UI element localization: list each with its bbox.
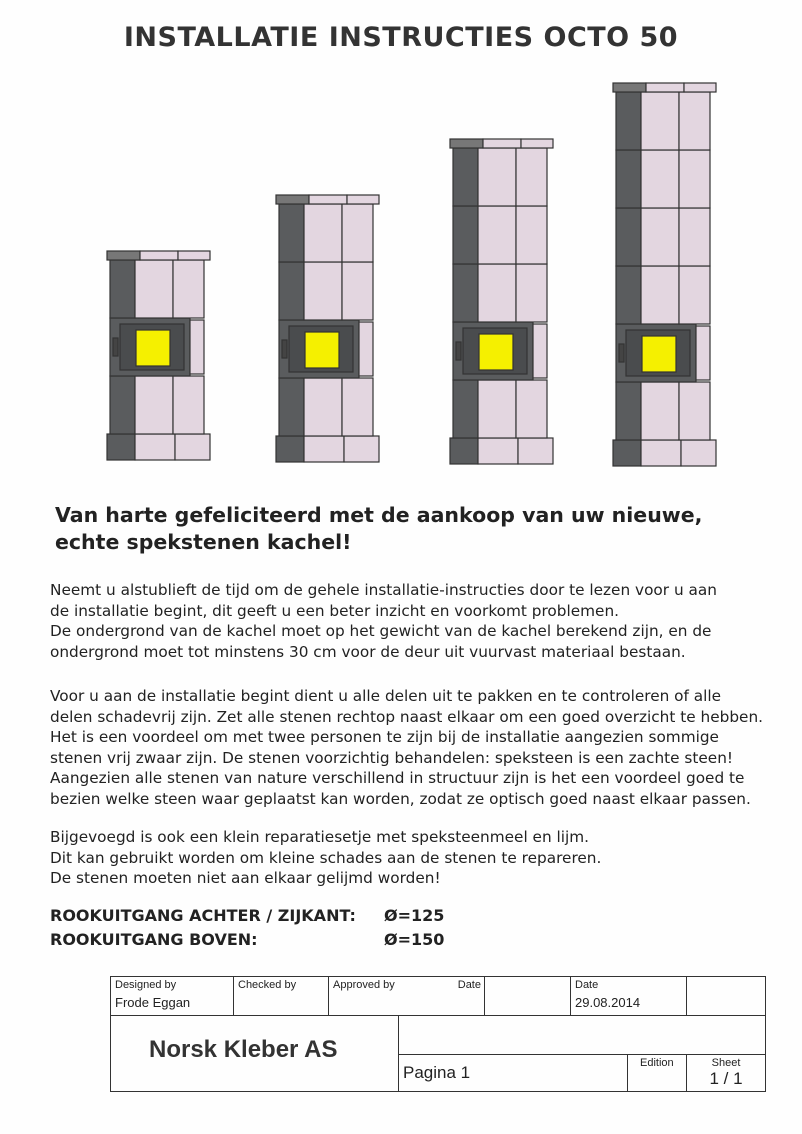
base-block [613,440,641,466]
tile [453,148,478,206]
side-tile [533,324,547,378]
tile [478,206,516,264]
text-line: bezien welke steen waar geplaatst kan worden, zodat ze optisch goed naast elkaar passen. [50,789,751,808]
tile [304,378,342,436]
tile [342,378,373,436]
base-block [641,440,681,466]
tile [641,92,679,150]
door-handle-icon [619,344,624,362]
tile [616,208,641,266]
empty-cell [399,1016,765,1055]
text-line: ondergrond moet tot minstens 30 cm voor de deur uit vuurvast materiaal bestaan. [50,642,686,661]
tile [342,262,373,320]
empty-cell [687,977,765,1016]
text-line: De ondergrond van de kachel moet op het gewicht van de kachel berekend zijn, en de [50,622,712,640]
label: Sheet [711,1057,741,1069]
door-handle-icon [113,338,118,356]
tile [110,376,135,434]
tile [478,148,516,206]
stove-illustrations [0,0,802,480]
base-block [518,438,553,464]
approved-by-cell [329,977,485,1016]
tile [173,260,204,318]
text-line: De stenen moeten niet aan elkaar gelijmd worden! [50,869,441,887]
tile [679,92,710,150]
title-block [110,976,766,1092]
base-block [276,436,304,462]
tile [135,260,173,318]
tile [679,266,710,324]
checked-by-cell [234,977,329,1016]
base-block [450,438,478,464]
tile [616,92,641,150]
label: Date [575,979,599,991]
spec-label: ROOKUITGANG ACHTER / ZIJKANT: [50,906,356,925]
tile [679,150,710,208]
tile [616,150,641,208]
tile [453,380,478,438]
door-handle-icon [456,342,461,360]
sheet-cell [687,1055,765,1091]
tile [516,206,547,264]
base-block [478,438,518,464]
page-cell [399,1055,628,1091]
empty-cell [485,977,571,1016]
value: 29.08.2014 [575,995,641,1010]
top-cap [347,195,379,204]
tile [135,376,173,434]
tile [641,150,679,208]
stove-small [107,251,210,460]
paragraph-3 [50,827,601,889]
top-cap [521,139,553,148]
stove-large [450,139,553,464]
tile [453,206,478,264]
company-name: Norsk Kleber AS [149,1036,338,1063]
tile [516,148,547,206]
tile [616,382,641,440]
top-cap [483,139,521,148]
tile [279,262,304,320]
side-tile [696,326,710,380]
spec-value: Ø=150 [384,930,445,949]
tile [304,204,342,262]
tile [279,204,304,262]
top-cap [684,83,716,92]
stove-medium [276,195,379,462]
tile [616,266,641,324]
page-title: INSTALLATIE INSTRUCTIES OCTO 50 [123,22,679,53]
spec-label: ROOKUITGANG BOVEN: [50,930,258,949]
edition-cell [628,1055,687,1091]
top-cap [309,195,347,204]
intro-heading [55,502,702,556]
door-glass [642,336,676,372]
base-block [681,440,716,466]
company-cell [111,1016,399,1091]
text-line: de installatie begint, dit geeft u een beter inzicht en voorkomt problemen. [50,601,620,620]
spec-flue-rear [50,906,445,925]
text-line: Het is een voordeel om met twee personen te zijn bij de installatie aangezien sommige [50,728,719,746]
designed-by-cell [111,977,234,1016]
paragraph-1 [50,580,717,662]
top-cap [450,139,483,148]
tile [516,380,547,438]
stove-xlarge [613,83,716,466]
text-line: Aangezien alle stenen van nature verschillend in structuur zijn is het een voordeel goed te [50,769,745,787]
spec-value: Ø=125 [384,906,445,925]
side-tile [359,322,373,376]
base-block [175,434,210,460]
spec-flue-top [50,930,445,949]
label: Designed by [115,979,177,991]
tile [516,264,547,322]
heading-line: echte spekstenen kachel! [55,530,352,554]
tile [453,264,478,322]
tile [641,382,679,440]
tile [342,204,373,262]
top-cap [140,251,178,260]
paragraph-2 [50,686,763,809]
base-block [304,436,344,462]
page-label: Pagina 1 [403,1063,471,1082]
top-cap [276,195,309,204]
text-line: Bijgevoegd is ook een klein reparatiesetje met speksteenmeel en lijm. [50,828,590,846]
base-block [135,434,175,460]
side-tile [190,320,204,374]
tile [679,382,710,440]
label: Date [457,979,481,991]
text-line: Neemt u alstublieft de tijd om de gehele installatie-instructies door te lezen voor u aan [50,581,717,599]
top-cap [178,251,210,260]
heading-line: Van harte gefeliciteerd met de aankoop van uw nieuwe, [55,503,703,527]
base-block [107,434,135,460]
label: Edition [640,1057,674,1069]
door-glass [479,334,513,370]
tile [641,208,679,266]
text-line: Voor u aan de installatie begint dient u alle delen uit te pakken en te controleren of alle [50,687,722,705]
door-glass [305,332,339,368]
text-line: Dit kan gebruikt worden om kleine schades aan de stenen te repareren. [50,848,602,867]
text-line: stenen vrij zwaar zijn. De stenen voorzichtig behandelen: speksteen is een zachte steen! [50,748,734,767]
top-cap [613,83,646,92]
tile [110,260,135,318]
door-glass [136,330,170,366]
value: Frode Eggan [115,995,191,1010]
label: Checked by [238,979,297,991]
sheet-value: 1 / 1 [709,1069,743,1088]
label: Approved by [333,979,395,991]
tile [304,262,342,320]
tile [679,208,710,266]
text-line: delen schadevrij zijn. Zet alle stenen rechtop naast elkaar om een goed overzicht te hebben. [50,707,764,726]
top-cap [646,83,684,92]
tile [279,378,304,436]
tile [641,266,679,324]
tile [173,376,204,434]
tile [478,380,516,438]
door-handle-icon [282,340,287,358]
date-cell [571,977,687,1016]
top-cap [107,251,140,260]
base-block [344,436,379,462]
tile [478,264,516,322]
